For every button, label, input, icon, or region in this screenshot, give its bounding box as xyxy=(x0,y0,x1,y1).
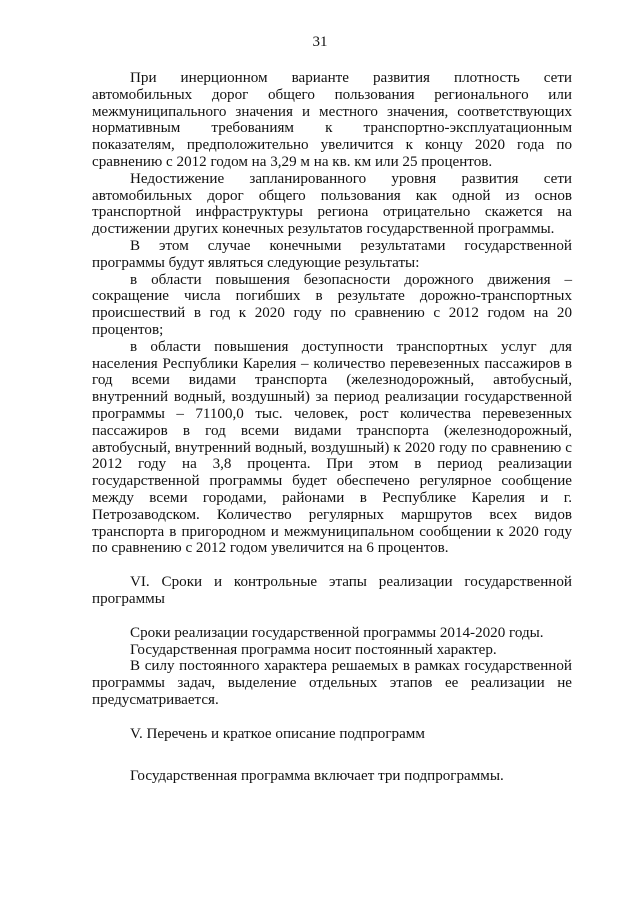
page-number: 31 xyxy=(312,34,328,50)
paragraph-permanent-character: Государственная программа носит постоянный характер. xyxy=(130,641,497,658)
section-heading-v: V. Перечень и краткое описание подпрограмм xyxy=(130,725,425,742)
paragraph-underachievement: Недостижение запланированного уровня развития сети автомобильных дорог общего пользования как одной из основ транспортной инфраструктуры региона отрицательно скажется на достижении других конечных результатов государственной программы. xyxy=(92,170,572,238)
paragraph-no-stages: В силу постоянного характера решаемых в рамках государственной программы задач, выделение отдельных этапов ее реализации не предусматривается. xyxy=(92,658,572,708)
paragraph-inertial-scenario: При инерционном варианте развития плотность сети автомобильных дорог общего пользования регионального или межмуниципального значения и местного значения, соответствующих нормативным требованиям к транспортно-эксплуатационным показателям, предположительно увеличится к концу 2020 года по сравнению с 2012 годом на 3,29 м на кв. км или 25 процентов. xyxy=(92,70,572,170)
section-heading-vi: VI. Сроки и контрольные этапы реализации государственной программы xyxy=(92,574,572,607)
document-body xyxy=(92,70,572,785)
paragraph-road-safety: в области повышения безопасности дорожного движения – сокращение числа погибших в результате дорожно-транспортных происшествий в год к 2020 году по сравнению с 2012 годом на 20 процентов; xyxy=(92,271,572,338)
paragraph-final-results-intro: В этом случае конечными результатами государственной программы будут являться следующие результаты: xyxy=(92,237,572,271)
paragraph-transport-accessibility: в области повышения доступности транспортных услуг для населения Республики Карелия – количество перевезенных пассажиров в год всеми видами транспорта (железнодорожный, автобусный, внутренний водный, воздушный) за период реализации государственной программы – 71100,0 тыс. человек, рост количества перевезенных пассажиров в год всеми видами транспорта (железнодорожный, автобусный, внутренний водный, воздушный) к 2020 году по сравнению с 2012 году на 3,8 процента. При этом в период реализации государственной программы будет обеспечено регулярное сообщение между всеми городами, районами в Республике Карелия и г. Петрозаводском. Количество регулярных маршрутов всех видов транспорта в пригородном и межмуниципальном сообщении к 2020 году по сравнению с 2012 годом увеличится на 6 процентов. xyxy=(92,338,572,557)
paragraph-subprograms: Государственная программа включает три подпрограммы. xyxy=(130,768,504,785)
paragraph-program-terms: Сроки реализации государственной программы 2014-2020 годы. xyxy=(130,624,544,641)
